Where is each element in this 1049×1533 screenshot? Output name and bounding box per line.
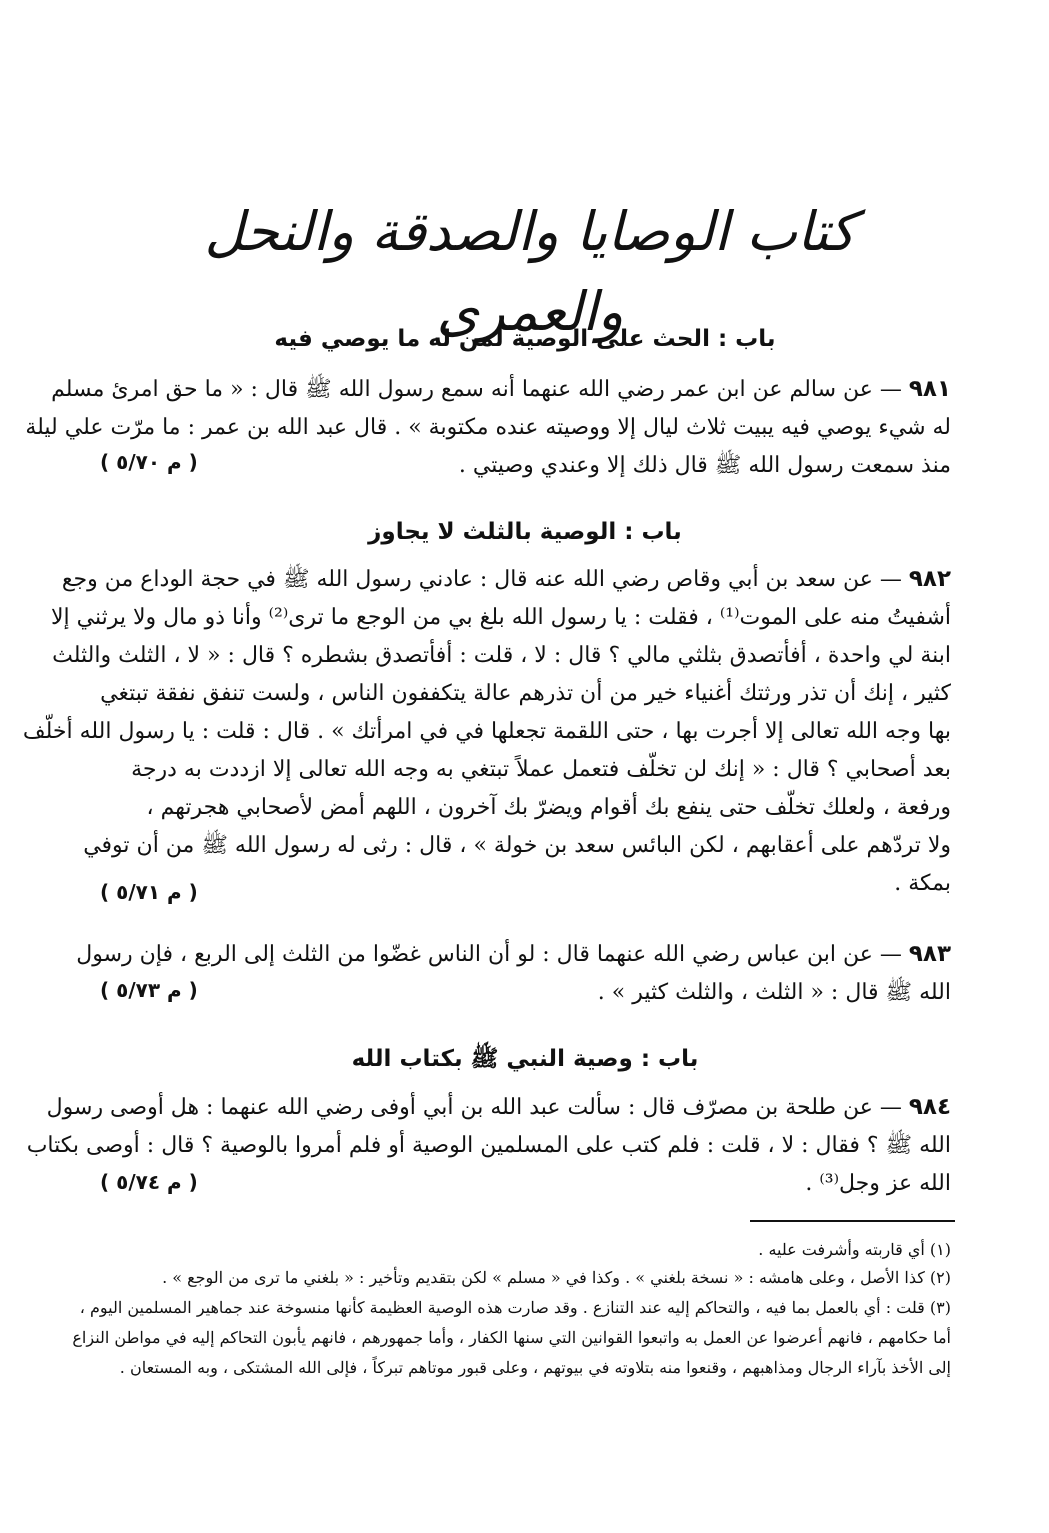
hadith-line: كثير ، إنك أن تذر ورثتك أغنياء خير من أن تذرهم عالة يتكففون الناس ، ولست تنفق نفقة تبتغي bbox=[100, 681, 951, 706]
hadith-number: ٩٨٤ bbox=[908, 1094, 951, 1120]
chapter-heading-2: باب : الوصية بالثلث لا يجاوز bbox=[368, 519, 682, 545]
book-title: كتاب الوصايا والصدقة والنحل والعمرى bbox=[204, 200, 856, 343]
hadith-line: أشفيتُ منه على الموت⁽¹⁾ ، فقلت : يا رسول الله بلغ بي من الوجع ما ترى⁽²⁾ وأنا ذو مال ولا يرثني إلا bbox=[50, 605, 951, 630]
hadith-line: ٩٨٢ — عن سعد بن أبي وقاص رضي الله عنه قال : عادني رسول الله ﷺ في حجة الوداع من وجع bbox=[61, 566, 951, 592]
hadith-line: الله عز وجل⁽³⁾ . bbox=[805, 1171, 951, 1196]
hadith-984 bbox=[26, 1088, 951, 1203]
hadith-number: ٩٨٢ bbox=[908, 566, 951, 592]
chapter-heading-1: باب : الحث على الوصية لمن له ما يوصي فيه bbox=[274, 326, 776, 352]
chapter-heading-3: باب : وصية النبي ﷺ بكتاب الله bbox=[351, 1046, 699, 1072]
source-reference: ( م ٥/٧٣ ) bbox=[100, 978, 198, 1002]
hadith-line: بمكة . bbox=[894, 871, 951, 896]
source-reference: ( م ٥/٧٠ ) bbox=[100, 450, 198, 474]
footnote-3-continued: إلى الأخذ بآراء الرجال ومذاهبهم ، وقنعوا منه بتلاوته في بيوتهم ، وعلى قبور موتاهم تبركاً ، فإلى الله المشتكى ، وبه المستعان . bbox=[119, 1358, 951, 1377]
footnote-separator bbox=[750, 1220, 955, 1222]
footnote-2: (٢) كذا الأصل ، وعلى هامشه : « نسخة بلغني » . وكذا في « مسلم » لكن بتقديم وتأخير : « بلغني ما ترى من الوجع » . bbox=[162, 1268, 951, 1287]
footnote-3-continued: أما حكامهم ، فانهم أعرضوا عن العمل به واتبعوا القوانين التي سنها الكفار ، وأما جمهورهم ، فانهم يأبون التحاكم إليه في مواطن النزاع bbox=[72, 1328, 951, 1347]
hadith-line: الله ﷺ قال : « الثلث ، والثلث كثير » . bbox=[597, 980, 951, 1005]
footnote-3: (٣) قلت : أي بالعمل بما فيه ، والتحاكم إليه عند التنازع . وقد صارت هذه الوصية العظيمة كأنها منسوخة عند جماهير المسلمين اليوم ، bbox=[79, 1298, 951, 1317]
hadith-line: بعد أصحابي ؟ قال : « إنك لن تخلّف فتعمل عملاً تبتغي به وجه الله تعالى إلا ازددت به درجة bbox=[131, 757, 951, 782]
hadith-981 bbox=[25, 370, 951, 485]
hadith-line: ٩٨١ — عن سالم عن ابن عمر رضي الله عنهما أنه سمع رسول الله ﷺ قال : « ما حق امرئ مسلم bbox=[51, 376, 951, 402]
footnote-1: (١) أي قاربته وأشرفت عليه . bbox=[758, 1240, 951, 1259]
hadith-line: ٩٨٤ — عن طلحة بن مصرّف قال : سألت عبد الله بن أبي أوفى رضي الله عنهما : هل أوصى رسول bbox=[46, 1094, 951, 1120]
hadith-number: ٩٨١ bbox=[908, 376, 951, 402]
source-reference: ( م ٥/٧٤ ) bbox=[100, 1170, 198, 1194]
hadith-line: ٩٨٣ — عن ابن عباس رضي الله عنهما قال : لو أن الناس غضّوا من الثلث إلى الربع ، فإن رسول bbox=[76, 941, 951, 967]
hadith-line: ابنة لي واحدة ، أفأتصدق بثلثي مالي ؟ قال : لا ، قلت : أفأتصدق بشطره ؟ قال : « لا ، الثلث والثلث bbox=[52, 643, 951, 668]
source-reference: ( م ٥/٧١ ) bbox=[100, 880, 198, 904]
hadith-983 bbox=[76, 935, 951, 1012]
hadith-982 bbox=[22, 560, 951, 903]
hadith-line: ورفعة ، ولعلك تخلّف حتى ينفع بك أقوام ويضرّ بك آخرون ، اللهم أمض لأصحابي هجرتهم ، bbox=[146, 795, 951, 820]
hadith-line: منذ سمعت رسول الله ﷺ قال ذلك إلا وعندي وصيتي . bbox=[458, 453, 951, 478]
hadith-line: بها وجه الله تعالى إلا أجرت بها ، حتى اللقمة تجعلها في في امرأتك » . قال : قلت : يا رسول الله أخلّف bbox=[22, 719, 951, 744]
hadith-line: الله ﷺ ؟ فقال : لا ، قلت : فلم كتب على المسلمين الوصية أو فلم أمروا بالوصية ؟ قال : أوصى بكتاب bbox=[26, 1133, 951, 1158]
hadith-line: ولا تردّهم على أعقابهم ، لكن البائس سعد بن خولة » ، قال : رثى له رسول الله ﷺ من أن توفي bbox=[83, 833, 951, 858]
hadith-line: له شيء يوصي فيه يبيت ثلاث ليال إلا ووصيته عنده مكتوبة » . قال عبد الله بن عمر : ما مرّت علي ليلة bbox=[25, 415, 951, 440]
hadith-number: ٩٨٣ bbox=[908, 941, 951, 967]
